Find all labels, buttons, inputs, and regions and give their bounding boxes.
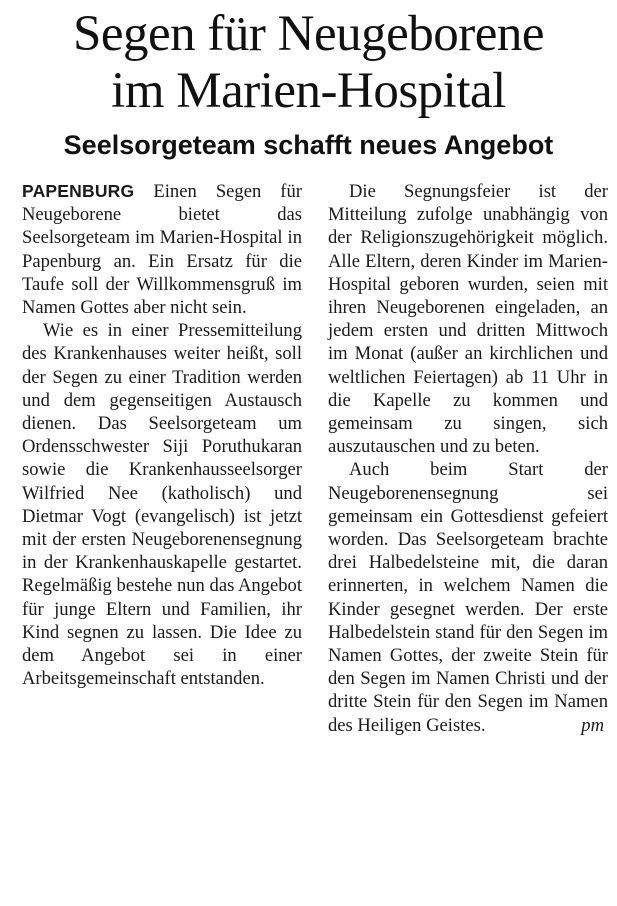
paragraph-3: Die Segnungsfeier ist der Mitteilung zufolge unabhängig von der Religionszugehörigkeit möglich. Alle Eltern, deren Kinder im Marien-Hospital geboren wurden, seien mit ihren Neugeborenen eingeladen, an jedem ersten und dritten Mittwoch im Monat (außer an kirchlichen und weltlichen Feiertagen) ab 11 Uhr in die Kapelle zu kommen und gemeinsam zu singen, sich auszutauschen und zu beten. <box>328 181 608 458</box>
headline <box>0 6 617 120</box>
headline-line-1: Segen für Neugeborene <box>73 6 544 62</box>
paragraph-1-text: Einen Segen für Neugeborene bietet das Seelsorgeteam im Marien-Hospital in Papenburg an. Ein Ersatz für die Taufe soll der Willkommensgruß im Namen Gottes aber nicht sein. <box>22 181 302 319</box>
dateline: PAPENBURG <box>22 181 135 201</box>
headline-line-2: im Marien-Hospital <box>111 63 506 119</box>
subheadline: Seelsorgeteam schafft neues Angebot <box>63 130 554 160</box>
paragraph-4-text: Auch beim Start der Neugeborenensegnung sei gemeinsam ein Gottesdienst gefeiert worden. Das Seelsorgeteam brachte drei Halbedelsteine mit, die daran erinnerten, in welchem Namen die Kinder gesegnet werden. Der erste Halbedelstein stand für den Segen im Namen Gottes, der zweite Stein für den Segen im Namen Christi und der dritte Stein für den Segen im Namen des Heiligen Geistes. <box>328 459 608 736</box>
article-column-right <box>328 180 608 737</box>
article-column-left <box>22 180 302 690</box>
paragraph-2: Wie es in einer Pressemitteilung des Krankenhauses weiter heißt, soll der Segen zu einer Tradition werden und dem gegenseitigen Austausch dienen. Das Seelsorgeteam um Ordensschwester Siji Poruthukaran sowie die Krankenhausseelsorger Wilfried Nee (katholisch) und Dietmar Vogt (evangelisch) ist jetzt mit der ersten Neugeborenensegnung in der Krankenhauskapelle gestartet. Regelmäßig bestehe nun das Angebot für junge Eltern und Familien, ihr Kind segnen zu lassen. Die Idee zu dem Angebot sei in einer Arbeitsgemeinschaft entstanden. <box>22 320 302 690</box>
paragraph-4 <box>328 458 608 736</box>
author-initials: pm <box>581 714 604 736</box>
paragraph-1 <box>22 180 302 319</box>
